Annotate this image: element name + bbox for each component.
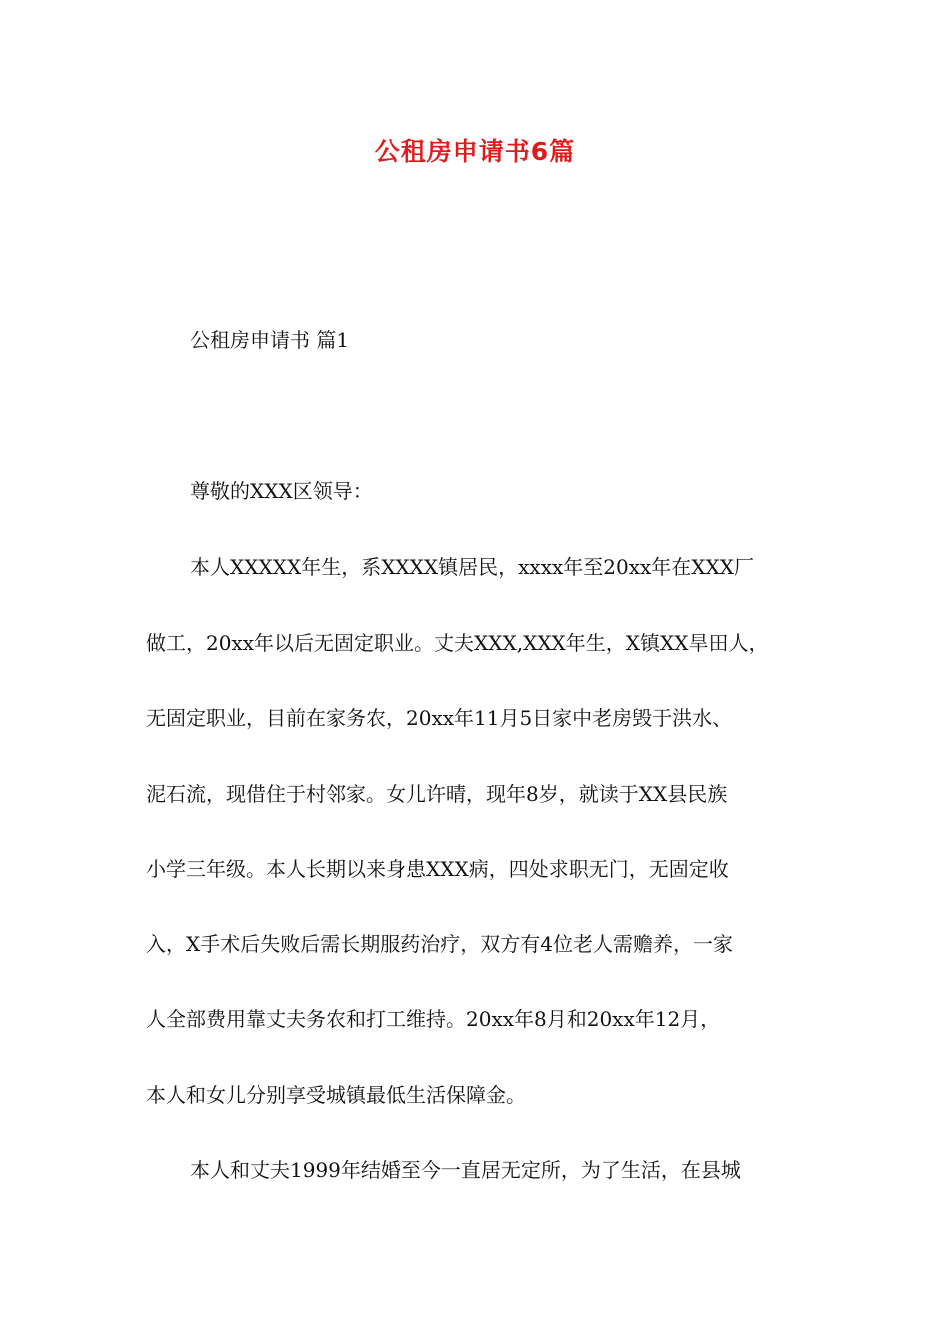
paragraph-1-line-5: 小学三年级。本人长期以来身患XXX病，四处求职无门，无固定收 [146,857,729,881]
paragraph-1-line-6: 入，X手术后失败后需长期服药治疗，双方有4位老人需赡养，一家 [146,932,733,956]
section-heading: 公租房申请书 篇1 [190,328,350,352]
paragraph-1-line-7: 人全部费用靠丈夫务农和打工维持。20xx年8月和20xx年12月， [146,1007,721,1031]
paragraph-2-line-1: 本人和丈夫1999年结婚至今一直居无定所，为了生活，在县城 [190,1158,741,1182]
paragraph-1-line-2: 做工，20xx年以后无固定职业。丈夫XXX,XXX年生，X镇XX旱田人， [146,631,769,655]
paragraph-1-line-4: 泥石流，现借住于村邻家。女儿许晴，现年8岁，就读于XX县民族 [146,782,728,806]
document-title: 公租房申请书6篇 [374,137,576,166]
paragraph-1-line-8: 本人和女儿分别享受城镇最低生活保障金。 [146,1083,526,1107]
salutation: 尊敬的XXX区领导： [190,479,373,503]
paragraph-1-line-1: 本人XXXXX年生，系XXXX镇居民，xxxx年至20xx年在XXX厂 [190,555,754,579]
paragraph-1-line-3: 无固定职业，目前在家务农，20xx年11月5日家中老房毁于洪水、 [146,706,733,730]
